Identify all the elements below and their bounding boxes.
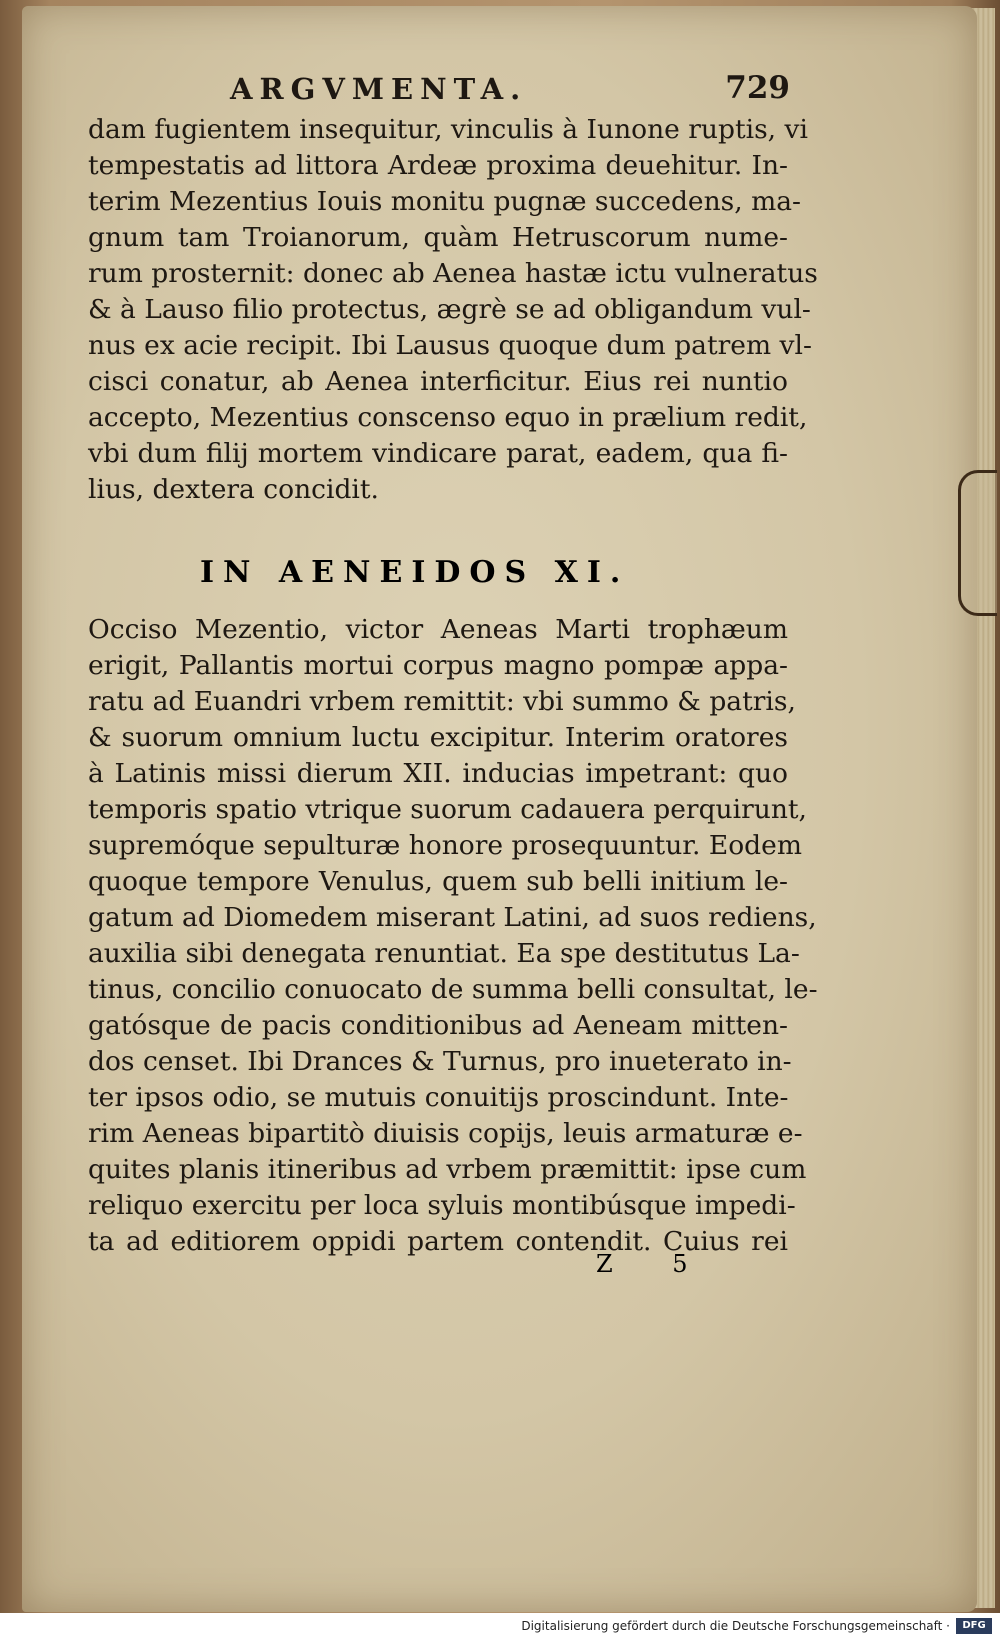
text-line: quites planis itineribus ad vrbem præmittit: ipse cum	[88, 1154, 807, 1185]
dfg-logo: DFG	[956, 1618, 992, 1634]
text-line: ta ad editiorem oppidi partem contendit. Cuius rei	[88, 1226, 788, 1257]
text-line: & à Lauso filio protectus, ægrè se ad obligandum vul-	[88, 294, 811, 325]
text-line: & suorum omnium luctu excipitur. Interim oratores	[88, 722, 788, 753]
text-line: gatum ad Diomedem miserant Latini, ad suos rediens,	[88, 902, 817, 933]
text-line: auxilia sibi denegata renuntiat. Ea spe destitutus La-	[88, 938, 800, 969]
text-line: à Latinis missi dierum XII. inducias impetrant: quo	[88, 758, 788, 789]
text-line: lius, dextera concidit.	[88, 474, 379, 505]
text-line: erigit, Pallantis mortui corpus magno pompæ appa-	[88, 650, 788, 681]
text-line: tempestatis ad littora Ardeæ proxima deuehitur. In-	[88, 150, 788, 181]
text-line: temporis spatio vtrique suorum cadauera perquirunt,	[88, 794, 807, 825]
text-line: accepto, Mezentius conscenso equo in prælium redit,	[88, 402, 808, 433]
text-line: gnum tam Troianorum, quàm Hetruscorum nume-	[88, 222, 788, 253]
running-title: ARGVMENTA.	[230, 72, 528, 106]
text-line: terim Mezentius Iouis monitu pugnæ succedens, ma-	[88, 186, 801, 217]
text-line: dam fugientem insequitur, vinculis à Iunone ruptis, vi	[88, 114, 808, 145]
footer-bar	[0, 1613, 1000, 1641]
text-line: nus ex acie recipit. Ibi Lausus quoque dum patrem vl-	[88, 330, 812, 361]
text-line: rim Aeneas bipartitò diuisis copijs, leuis armaturæ e-	[88, 1118, 803, 1149]
text-line: cisci conatur, ab Aenea interficitur. Eius rei nuntio	[88, 366, 788, 397]
text-line: Occiso Mezentio, victor Aeneas Marti trophæum	[88, 614, 788, 645]
text-line: vbi dum filij mortem vindicare parat, eadem, qua fi-	[88, 438, 788, 469]
text-line: ter ipsos odio, se mutuis conuitijs proscindunt. Inte-	[88, 1082, 789, 1113]
text-line: ratu ad Euandri vrbem remittit: vbi summo & patris,	[88, 686, 796, 717]
text-line: supremóque sepulturæ honore prosequuntur. Eodem	[88, 830, 802, 861]
text-line: rum prosternit: donec ab Aenea hastæ ictu vulneratus	[88, 258, 818, 289]
section-heading: IN AENEIDOS XI.	[200, 555, 630, 590]
page-clip	[958, 470, 997, 616]
footer-credit: Digitalisierung gefördert durch die Deutsche Forschungsgemeinschaft ·	[521, 1619, 950, 1633]
text-line: tinus, concilio conuocato de summa belli consultat, le-	[88, 974, 818, 1005]
text-line: dos censet. Ibi Drances & Turnus, pro inueterato in-	[88, 1046, 792, 1077]
text-line: gatósque de pacis conditionibus ad Aeneam mitten-	[88, 1010, 788, 1041]
page-number: 729	[725, 70, 790, 106]
text-line: reliquo exercitu per loca syluis montibúsque impedi-	[88, 1190, 796, 1221]
text-line: quoque tempore Venulus, quem sub belli initium le-	[88, 866, 788, 897]
running-head	[230, 72, 790, 112]
signature-mark: Z 5	[596, 1250, 714, 1278]
